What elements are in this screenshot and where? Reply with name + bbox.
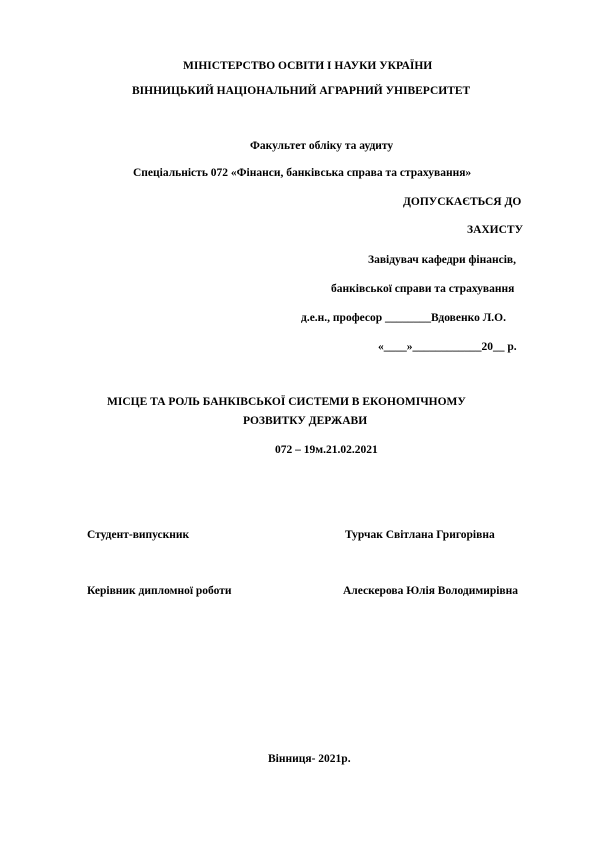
ministry-title: МІНІСТЕРСТВО ОСВІТИ І НАУКИ УКРАЇНИ	[183, 60, 433, 72]
approval-heading-line1: ДОПУСКАЄТЬСЯ ДО	[403, 196, 522, 208]
supervisor-name: Алескерова Юлія Володимирівна	[343, 585, 519, 597]
approval-heading-line2: ЗАХИСТУ	[467, 224, 524, 236]
head-of-department-line1: Завідувач кафедри фінансів,	[368, 254, 517, 266]
student-label: Студент-випускник	[87, 529, 190, 541]
university-title: ВІННИЦЬКИЙ НАЦІОНАЛЬНИЙ АГРАРНИЙ УНІВЕРСИТЕТ	[132, 85, 471, 97]
city-year: Вінниця- 2021р.	[268, 753, 351, 765]
specialty-line: Спеціальність 072 «Фінанси, банківська справа та страхування»	[133, 167, 472, 179]
thesis-title-line1: МІСЦЕ ТА РОЛЬ БАНКІВСЬКОЇ СИСТЕМИ В ЕКОНОМІЧНОМУ	[107, 396, 466, 408]
thesis-title-line2: РОЗВИТКУ ДЕРЖАВИ	[243, 415, 368, 427]
faculty-line: Факультет обліку та аудиту	[250, 140, 394, 152]
head-of-department-line2: банківської справи та страхування	[331, 283, 515, 295]
thesis-code: 072 – 19м.21.02.2021	[275, 444, 378, 456]
approval-date-line: «____»____________20__ р.	[378, 341, 517, 353]
student-name: Турчак Світлана Григорівна	[345, 529, 495, 541]
supervisor-label: Керівник дипломної роботи	[87, 585, 232, 597]
head-of-department-signature: д.е.н., професор ________Вдовенко Л.О.	[301, 312, 506, 324]
